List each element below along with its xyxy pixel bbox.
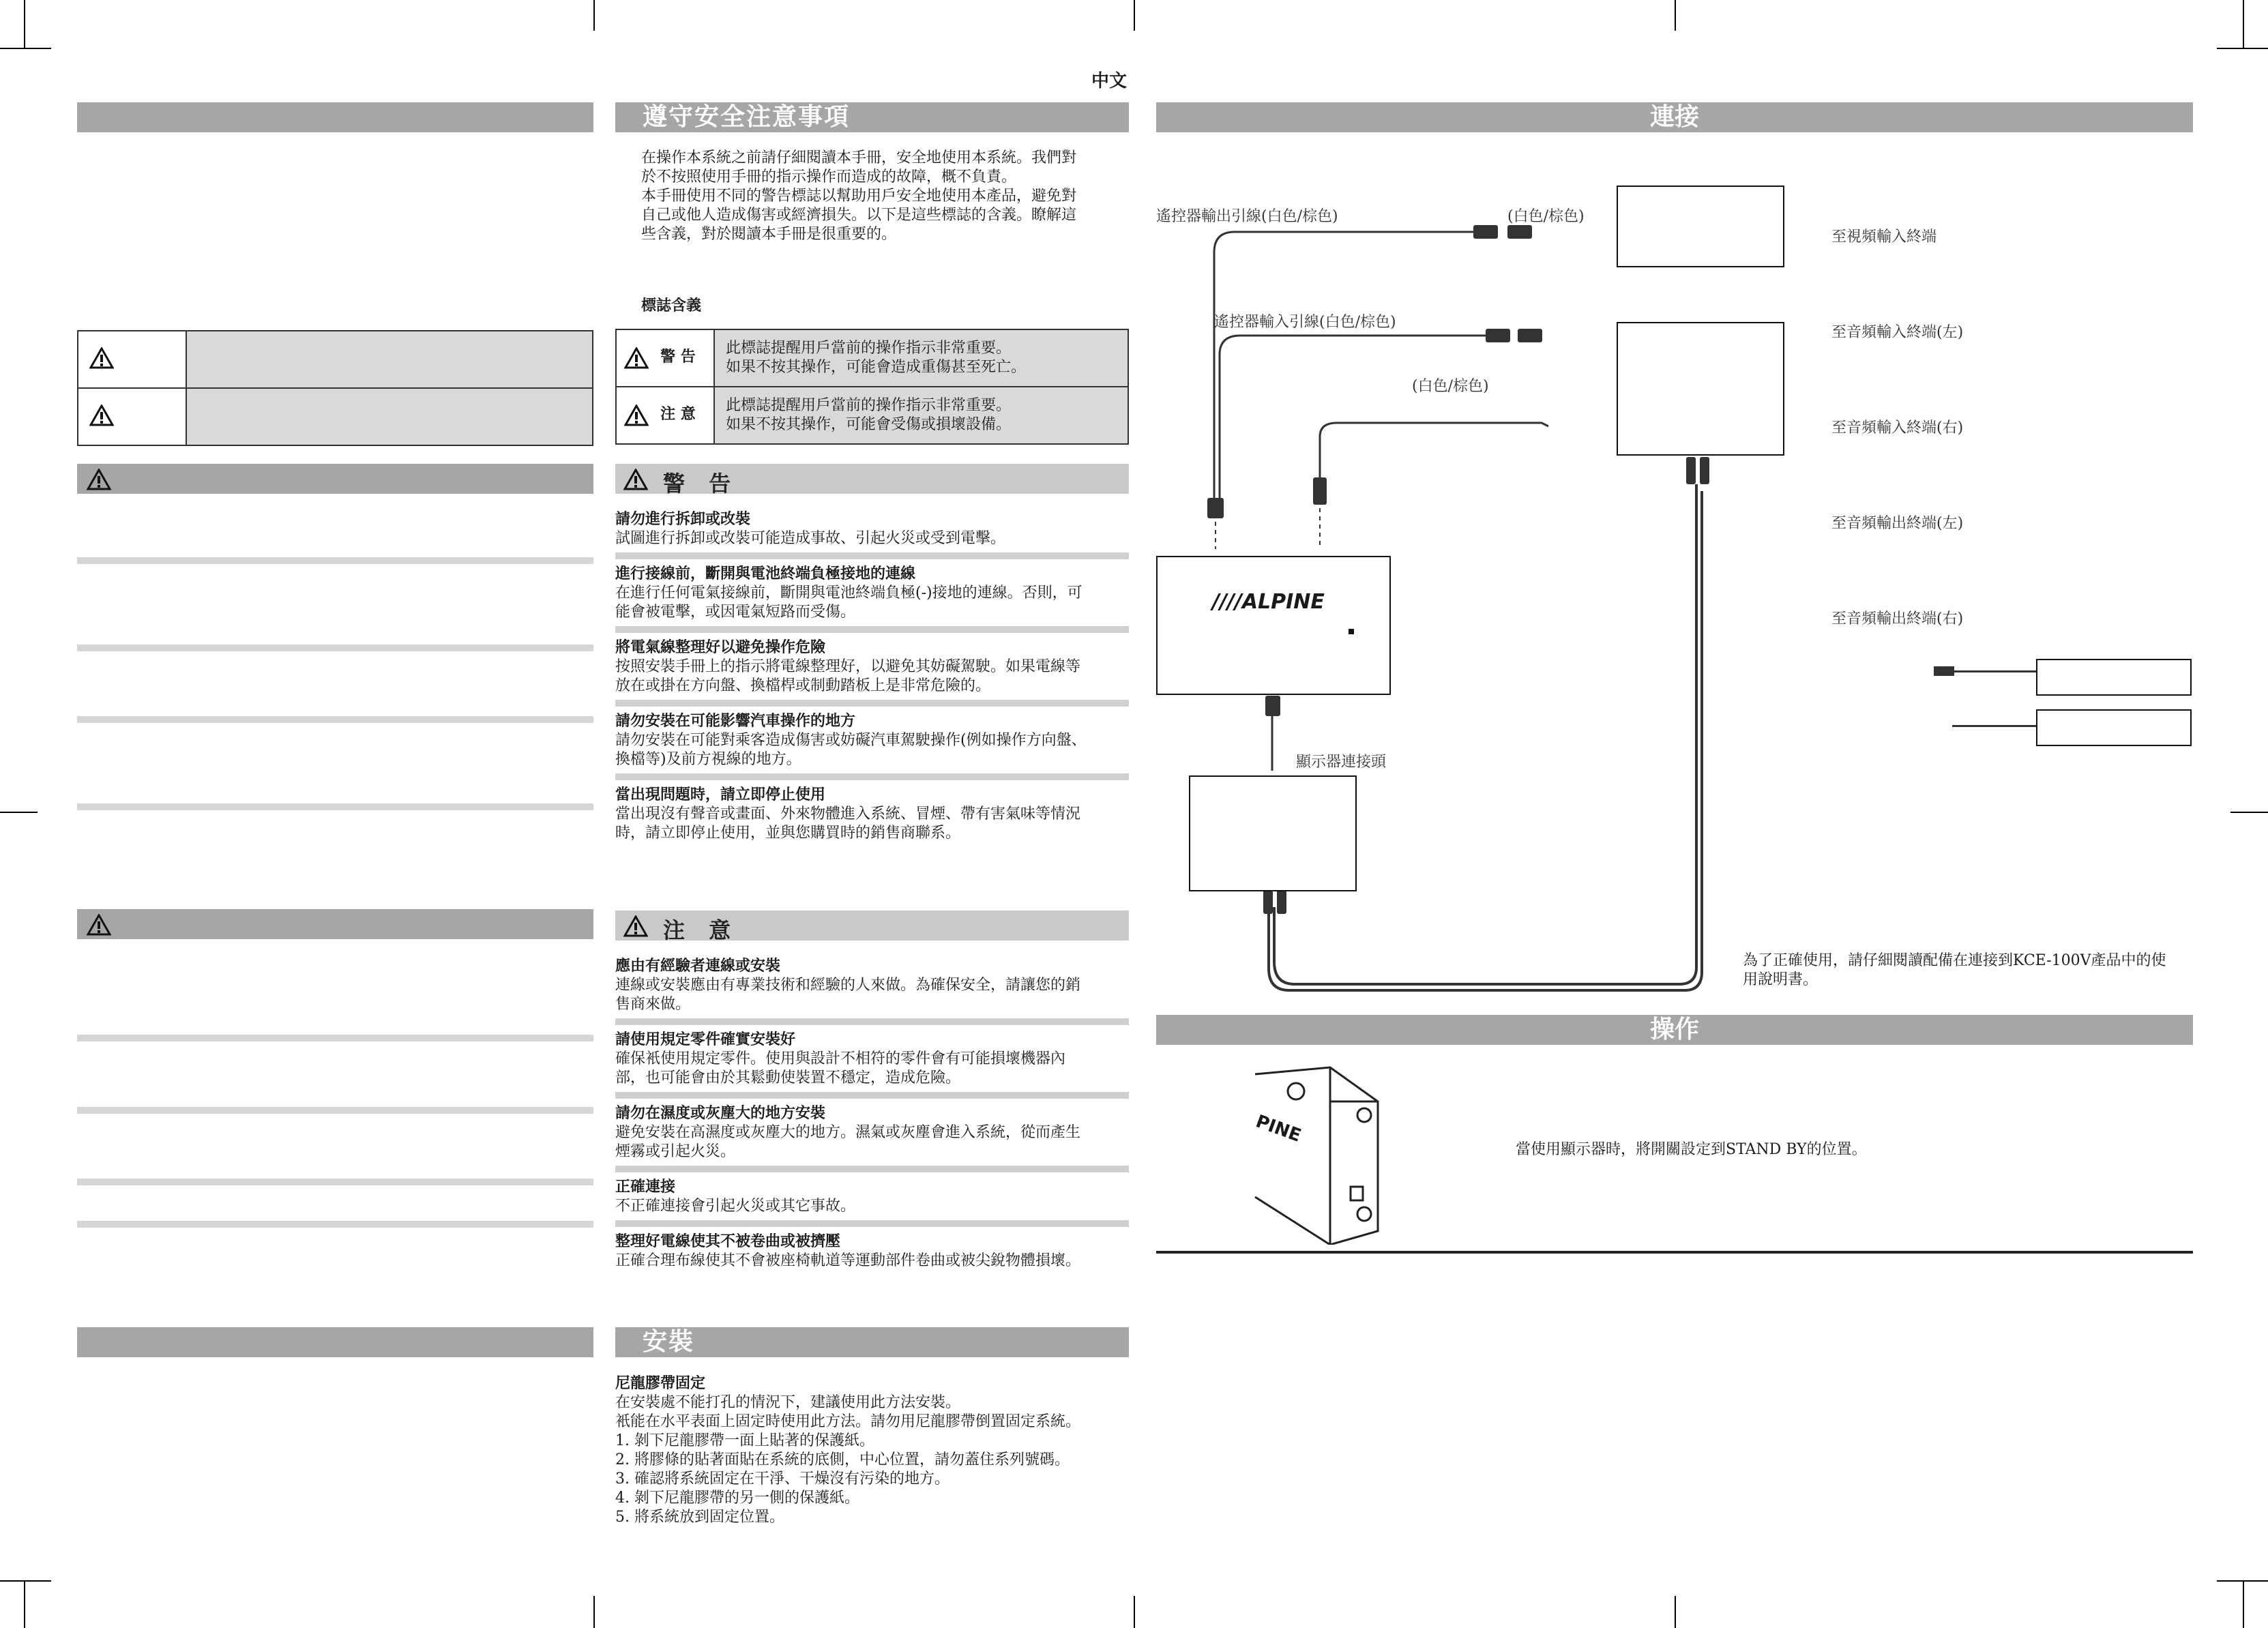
- separator: [77, 1035, 593, 1041]
- crop-mark: [593, 1596, 595, 1628]
- audio-device-box: [1617, 322, 1784, 456]
- caution-description: 此標誌提醒用戶當前的操作指示非常重要。 如果不按其操作，可能會受傷或損壞設備。: [714, 387, 1128, 444]
- install-subhead: 尼龍膠帶固定: [615, 1375, 706, 1392]
- safety-title-bar: [615, 102, 1129, 132]
- crop-mark: [2230, 812, 2268, 813]
- caution-symbol-cell: [78, 388, 186, 445]
- connector: [1507, 225, 1532, 239]
- separator: [615, 552, 1129, 559]
- warning-items: [615, 510, 1129, 843]
- crop-mark: [24, 0, 25, 48]
- separator: [615, 1166, 1129, 1172]
- blank-caution-bar: [77, 909, 593, 939]
- warning-triangle-icon: [87, 469, 111, 490]
- connector: [1518, 329, 1542, 342]
- caution-item: 正確連接 不正確連接會引起火災或其它事故。: [615, 1179, 856, 1215]
- crop-mark: [0, 1580, 51, 1582]
- rca-plug: [1686, 457, 1696, 484]
- warning-description: 此標誌提醒用戶當前的操作指示非常重要。 如果不按其操作，可能會造成重傷甚至死亡。: [714, 329, 1128, 387]
- knob: [1357, 1108, 1371, 1122]
- small-device-box: [2036, 659, 2192, 696]
- caution-title: 注 意: [663, 917, 739, 943]
- caution-item: 整理好電線使其不被卷曲或被擠壓 正確合理布線使其不會被座椅軌道等運動部件卷曲或被尖銳物體損壞。: [615, 1233, 1081, 1269]
- connector: [1473, 225, 1498, 239]
- safety-intro: 在操作本系統之前請仔細閱讀本手冊，安全地使用本系統。我們對 於不按照使用手冊的指示操作而造成的故障，概不負責。 本手冊使用不同的警告標誌以幫助用戶安全地使用本產品，避免對 自己或他人造成傷害或經濟損失。以下是這些標誌的含義。瞭解這 些含義，對於閱讀本手冊是很重要的。: [641, 149, 1077, 243]
- caution-section-bar: [615, 911, 1129, 941]
- knob: [1288, 1083, 1304, 1099]
- separator: [615, 626, 1129, 633]
- connector: [1313, 477, 1327, 505]
- caution-label: 注 意: [660, 405, 696, 423]
- warning-label: 警 告: [660, 348, 696, 366]
- crop-mark: [2243, 0, 2244, 48]
- separator: [615, 773, 1129, 780]
- blank-warning-bar: [77, 464, 593, 494]
- warning-item: 進行接線前，斷開與電池終端負極接地的連線 在進行任何電氣接線前，斷開與電池終端負極(-)接地的連線。否則，可 能會被電擊，或因電氣短路而受傷。: [615, 565, 1083, 621]
- crop-mark: [1675, 1596, 1676, 1628]
- separator: [615, 1092, 1129, 1099]
- terminal-label: 至音頻輸入終端(左): [1831, 324, 1964, 341]
- connection-title-bar: [1156, 102, 2193, 132]
- separator: [615, 1220, 1129, 1227]
- separator: [77, 557, 593, 564]
- crop-mark: [0, 812, 38, 813]
- operation-title: 操作: [1649, 1016, 1699, 1044]
- crop-mark: [24, 1580, 25, 1628]
- switch: [1351, 1187, 1363, 1200]
- small-device-box: [2036, 709, 2192, 746]
- crop-mark: [1675, 0, 1676, 31]
- warning-triangle-icon: [89, 347, 114, 369]
- remote-output-wire: [1214, 232, 1473, 505]
- caution-item: 應由有經驗者連線或安裝 連線或安裝應由有專業技術和經驗的人來做。為確保安全，請讓您的銷 售商來做。: [615, 958, 1081, 1013]
- connection-note: 為了正確使用，請仔細閱讀配備在連接到KCE-100V產品中的使 用說明書。: [1743, 952, 2166, 988]
- indicator: [1349, 629, 1354, 634]
- separator: [77, 1221, 593, 1228]
- main-unit: [1156, 556, 1391, 695]
- bottom-rule: [1156, 1251, 2193, 1254]
- crop-mark: [1134, 1596, 1135, 1628]
- separator: [77, 645, 593, 651]
- crop-mark: [2243, 1580, 2244, 1628]
- separator: [77, 716, 593, 723]
- caution-item: 請勿在濕度或灰塵大的地方安裝 避免安裝在高濕度或灰塵大的地方。濕氣或灰塵會進入系統，從而產生 煙霧或引起火災。: [615, 1105, 1081, 1160]
- separator: [77, 803, 593, 810]
- terminal-label: 至音頻輸出終端(右): [1831, 610, 1964, 627]
- separator: [77, 1179, 593, 1185]
- language-label: 中文: [1091, 71, 1128, 91]
- blank-symbol-table: [77, 330, 593, 446]
- symbols-title: 標誌含義: [641, 297, 702, 314]
- install-content: 尼龍膠帶固定 在安裝處不能打孔的情況下，建議使用此方法安裝。 衹能在水平表面上固定時使用此方法。請勿用尼龍膠帶倒置固定系統。 1. 剝下尼龍膠帶一面上貼著的保護紙。 2. 將膠條的貼著面貼在系統的底側，中心位置，請勿蓋住系列號碼。 3. 確認將系統固定在干淨、干燥沒有污染的地方。 4. 剝下尼龍膠帶的另一側的保護紙。 5. 將系統放到固定位置。: [615, 1374, 1129, 1527]
- separator: [615, 1018, 1129, 1025]
- crop-mark: [593, 0, 595, 31]
- warning-triangle-icon: [624, 347, 649, 369]
- separator: [77, 1107, 593, 1114]
- connector: [1486, 329, 1510, 342]
- small-cable: [1952, 725, 2036, 727]
- caution-symbol-cell: [616, 387, 714, 444]
- video-device-box: [1617, 186, 1784, 267]
- connection-title: 連接: [1649, 103, 1699, 131]
- install-title-bar: [615, 1327, 1129, 1357]
- display-box: [1189, 775, 1357, 891]
- caution-triangle-icon: [623, 915, 648, 937]
- crop-mark: [1134, 0, 1135, 31]
- caution-items: [615, 957, 1129, 1271]
- warning-section-bar: [615, 464, 1129, 497]
- warning-triangle-icon: [623, 469, 648, 490]
- remote-output-color-label: (白色/棕色): [1507, 208, 1585, 225]
- terminal-label: 至音頻輸入終端(右): [1831, 419, 1964, 436]
- caution-triangle-icon: [89, 404, 114, 426]
- warning-item: 請勿進行拆卸或改裝 試圖進行拆卸或改裝可能造成事故、引起火災或受到電擊。: [615, 511, 1006, 547]
- operation-text: 當使用顯示器時，將開關設定到STAND BY的位置。: [1516, 1141, 1867, 1158]
- connector: [1207, 498, 1224, 518]
- mid-color-label: (白色/棕色): [1412, 378, 1489, 395]
- mid-wire: [1320, 423, 1548, 477]
- terminal-label: 至音頻輸出終端(左): [1831, 515, 1964, 532]
- warning-symbol-cell: [616, 329, 714, 387]
- operation-title-bar: [1156, 1015, 2193, 1045]
- unit-brand-logo: PINE: [1252, 1111, 1304, 1146]
- rca-plug: [1700, 457, 1709, 484]
- crop-mark: [2217, 1580, 2268, 1582]
- caution-triangle-icon: [624, 404, 649, 426]
- display-connector-label: 顯示器連接頭: [1296, 754, 1387, 771]
- terminal-label: 至視頻輸入終端: [1831, 228, 1937, 246]
- brand-logo: ////ALPINE: [1212, 590, 1325, 614]
- warning-item: 當出現問題時，請立即停止使用 當出現沒有聲音或畫面、外來物體進入系統、冒煙、帶有害氣味等情況 時，請立即停止使用，並與您購買時的銷售商聯系。: [615, 786, 1081, 842]
- remote-input-wire: [1220, 336, 1487, 505]
- remote-input-label: 遙控器輸入引線(白色/棕色): [1214, 314, 1396, 331]
- connector: [1934, 666, 1954, 676]
- caution-item: 請使用規定零件確實安裝好 確保衹使用規定零件。使用與設計不相符的零件會有可能損壞機器內 部，也可能會由於其鬆動使裝置不穩定，造成危險。: [615, 1031, 1066, 1086]
- crop-mark: [2217, 48, 2268, 49]
- warning-title: 警 告: [663, 471, 739, 497]
- warning-item: 請勿安裝在可能影響汽車操作的地方 請勿安裝在可能對乘客造成傷害或妨礙汽車駕駛操作(例如操作方向盤、 換檔等)及前方視線的地方。: [615, 713, 1087, 768]
- separator: [615, 700, 1129, 707]
- unit-illustration: [1248, 1061, 1385, 1245]
- remote-output-label: 遙控器輸出引線(白色/棕色): [1156, 208, 1338, 225]
- blank-section-bar: [77, 102, 593, 132]
- crop-mark: [0, 48, 51, 49]
- safety-title: 遵守安全注意事項: [643, 103, 851, 131]
- caution-triangle-icon: [87, 914, 111, 936]
- connector: [1265, 696, 1280, 716]
- symbols-table: [615, 329, 1129, 445]
- warning-symbol-cell: [78, 331, 186, 388]
- knob: [1357, 1207, 1371, 1221]
- install-title: 安裝: [643, 1328, 695, 1356]
- blank-install-bar: [77, 1327, 593, 1357]
- warning-item: 將電氣線整理好以避免操作危險 按照安裝手冊上的指示將電線整理好，以避免其妨礙駕駛。如果電線等 放在或掛在方向盤、換檔桿或制動踏板上是非常危險的。: [615, 639, 1081, 694]
